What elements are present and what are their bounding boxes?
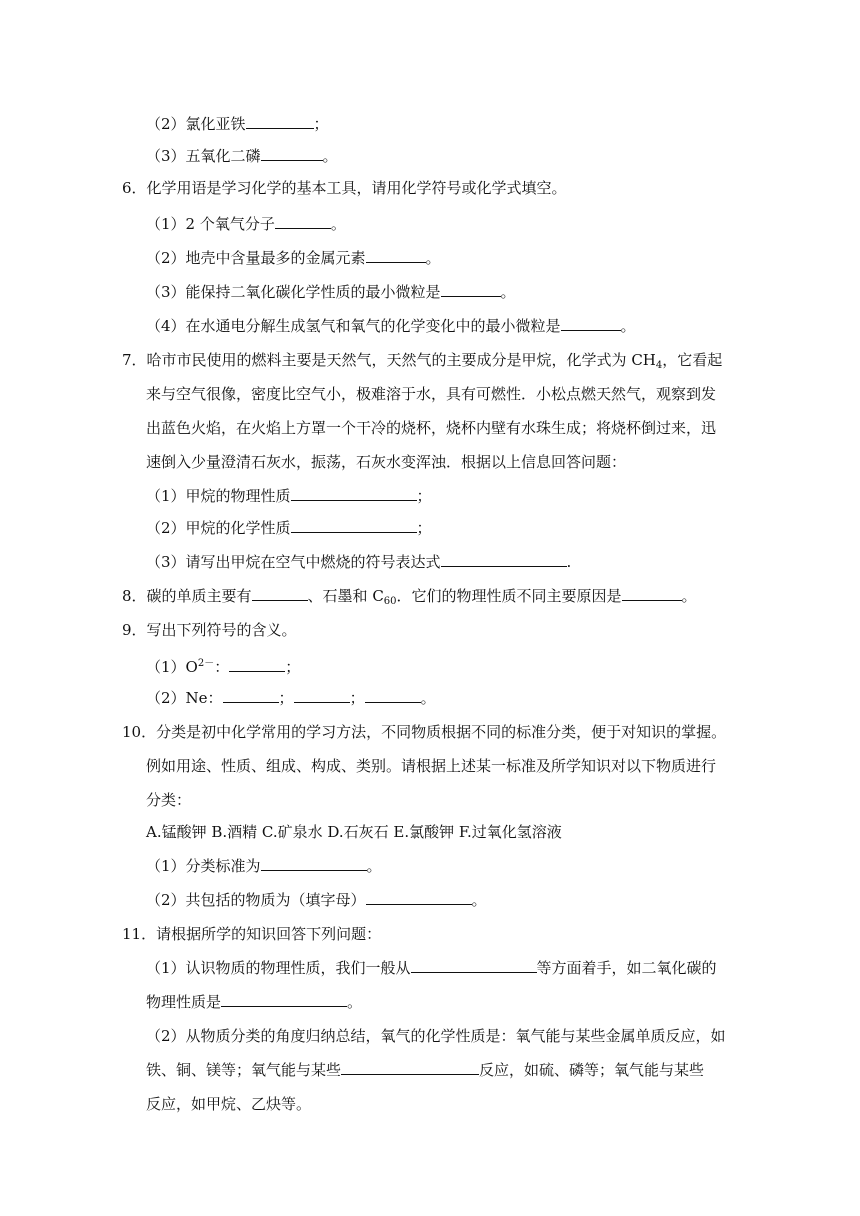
q7-line-3: 出蓝色火焰，在火焰上方罩一个干冷的烧杯，烧杯内壁有水珠生成；将烧杯倒过来，迅 bbox=[146, 419, 717, 437]
answer-blank[interactable] bbox=[261, 146, 323, 161]
q9-item-1 bbox=[146, 654, 300, 677]
q9-text: （2）Ne： bbox=[146, 689, 223, 707]
punct: 。 bbox=[330, 215, 346, 233]
q5-item2-text: （2）氯化亚铁 bbox=[146, 115, 246, 133]
q10-line-3: 分类： bbox=[146, 791, 192, 809]
q11-text: （1）认识物质的物理性质，我们一般从 bbox=[146, 959, 411, 977]
q8-text: 、石墨和 C bbox=[307, 587, 384, 605]
q9-text: （1）O bbox=[146, 658, 198, 676]
superscript: 2－ bbox=[197, 658, 215, 669]
q7-text: ，它看起 bbox=[662, 351, 723, 369]
punct: ； bbox=[285, 658, 301, 676]
q11-item-1-line-2 bbox=[146, 992, 362, 1012]
q11-text: 物理性质是 bbox=[146, 993, 222, 1011]
q7-line-4: 速倒入少量澄清石灰水，振荡，石灰水变浑浊．根据以上信息回答问题： bbox=[146, 453, 627, 471]
q10-options: A.锰酸钾 B.酒精 C.矿泉水 D.石灰石 E.氯酸钾 F.过氧化氢溶液 bbox=[146, 823, 562, 841]
q11-item-1-line-1 bbox=[146, 958, 717, 978]
q10-item-1 bbox=[146, 856, 382, 876]
punct: ； bbox=[313, 115, 329, 133]
punct: ； bbox=[416, 519, 432, 537]
answer-blank[interactable] bbox=[341, 1060, 479, 1075]
punct: . bbox=[566, 553, 572, 571]
q10-line-1: 10．分类是初中化学常用的学习方法，不同物质根据不同的标准分类，便于对知识的掌握。 bbox=[122, 723, 727, 741]
punct: 。 bbox=[347, 993, 363, 1011]
answer-blank[interactable] bbox=[223, 688, 279, 703]
q7-text: 7．哈市市民使用的燃料主要是天然气，天然气的主要成分是甲烷，化学式为 CH bbox=[122, 351, 656, 369]
punct: ； bbox=[416, 487, 432, 505]
q11-stem: 11．请根据所学的知识回答下列问题： bbox=[122, 925, 382, 943]
q7-line-2: 来与空气很像，密度比空气小，极难溶于水，具有可燃性．小松点燃天然气，观察到发 bbox=[146, 385, 717, 403]
punct: 。 bbox=[322, 147, 338, 165]
q6-item4-text: （4）在水通电分解生成氢气和氧气的化学变化中的最小微粒是 bbox=[146, 317, 561, 335]
answer-blank[interactable] bbox=[261, 856, 367, 871]
q7-item-3 bbox=[146, 552, 571, 572]
answer-blank[interactable] bbox=[366, 890, 472, 905]
answer-blank[interactable] bbox=[441, 282, 501, 297]
answer-blank[interactable] bbox=[441, 552, 567, 567]
answer-blank[interactable] bbox=[221, 992, 347, 1007]
q9-item-2 bbox=[146, 688, 436, 708]
punct: ； bbox=[349, 689, 365, 707]
q9-stem: 9．写出下列符号的含义。 bbox=[122, 621, 297, 639]
punct: 。 bbox=[500, 283, 516, 301]
q7-item-2 bbox=[146, 518, 432, 538]
q11-item-2-line-2 bbox=[146, 1060, 704, 1080]
q6-stem: 6．化学用语是学习化学的基本工具，请用化学符号或化学式填空。 bbox=[122, 179, 567, 197]
answer-blank[interactable] bbox=[365, 688, 421, 703]
q10-line-2: 例如用途、性质、组成、构成、类别。请根据上述某一标准及所学知识对以下物质进行 bbox=[146, 757, 717, 775]
answer-blank[interactable] bbox=[366, 248, 426, 263]
answer-blank[interactable] bbox=[411, 958, 537, 973]
answer-blank[interactable] bbox=[291, 518, 417, 533]
punct: 。 bbox=[366, 857, 382, 875]
q6-item-2 bbox=[146, 248, 441, 268]
q11-item-2-line-1: （2）从物质分类的角度归纳总结，氧气的化学性质是：氧气能与某些金属单质反应，如 bbox=[146, 1027, 726, 1045]
q8-text: 8．碳的单质主要有 bbox=[122, 587, 252, 605]
answer-blank[interactable] bbox=[294, 688, 350, 703]
q7-item-1 bbox=[146, 486, 432, 506]
q11-text: 等方面着手，如二氧化碳的 bbox=[536, 959, 717, 977]
q6-item-3 bbox=[146, 282, 516, 302]
q5-item3-text: （3）五氧化二磷 bbox=[146, 147, 261, 165]
q11-item-2-line-3: 反应，如甲烷、乙炔等。 bbox=[146, 1095, 312, 1113]
answer-blank[interactable] bbox=[252, 586, 308, 601]
answer-blank[interactable] bbox=[622, 586, 682, 601]
q5-item-2 bbox=[146, 114, 329, 134]
q7-item2-text: （2）甲烷的化学性质 bbox=[146, 519, 291, 537]
subscript: 4 bbox=[655, 360, 663, 371]
q11-text: 反应，如硫、磷等；氧气能与某些 bbox=[479, 1061, 705, 1079]
q6-item1-text: （1）2 个氧气分子 bbox=[146, 215, 275, 233]
answer-blank[interactable] bbox=[246, 114, 314, 129]
q8-text: ．它们的物理性质不同主要原因是 bbox=[396, 587, 622, 605]
punct: 。 bbox=[681, 587, 697, 605]
punct: 。 bbox=[420, 689, 436, 707]
subscript: 60 bbox=[383, 596, 397, 607]
q6-item-4 bbox=[146, 316, 636, 336]
punct: ； bbox=[278, 689, 294, 707]
q10-item2-text: （2）共包括的物质为（填字母） bbox=[146, 891, 366, 909]
q6-item2-text: （2）地壳中含量最多的金属元素 bbox=[146, 249, 366, 267]
answer-blank[interactable] bbox=[229, 657, 285, 672]
q8-line bbox=[122, 586, 697, 612]
punct: 。 bbox=[471, 891, 487, 909]
q5-item-3 bbox=[146, 146, 338, 166]
punct: 。 bbox=[425, 249, 441, 267]
q6-item-1 bbox=[146, 214, 346, 234]
q7-line-1 bbox=[122, 350, 722, 376]
q9-text: ： bbox=[214, 658, 230, 676]
punct: 。 bbox=[620, 317, 636, 335]
q7-item1-text: （1）甲烷的物理性质 bbox=[146, 487, 291, 505]
q7-item3-text: （3）请写出甲烷在空气中燃烧的符号表达式 bbox=[146, 553, 441, 571]
answer-blank[interactable] bbox=[275, 214, 331, 229]
answer-blank[interactable] bbox=[561, 316, 621, 331]
q10-item-2 bbox=[146, 890, 487, 910]
q6-item3-text: （3）能保持二氧化碳化学性质的最小微粒是 bbox=[146, 283, 441, 301]
answer-blank[interactable] bbox=[291, 486, 417, 501]
q11-text: 铁、铜、镁等；氧气能与某些 bbox=[146, 1061, 342, 1079]
q10-item1-text: （1）分类标准为 bbox=[146, 857, 261, 875]
